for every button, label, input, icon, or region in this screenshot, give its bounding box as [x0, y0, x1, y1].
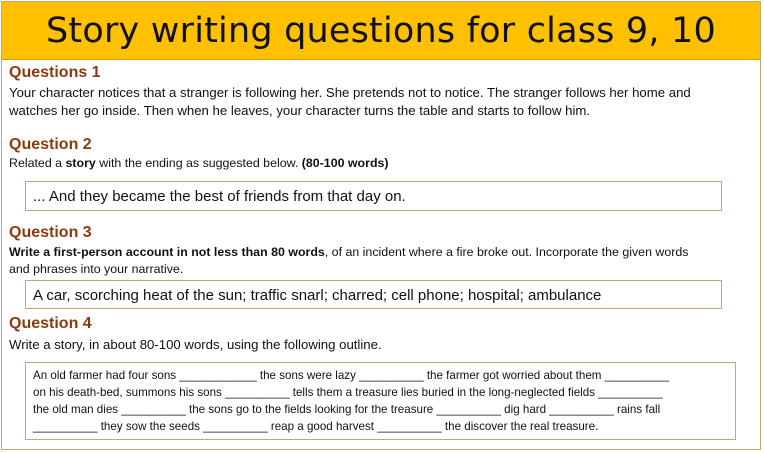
outline-line-2: on his death-bed, summons his sons __________ tells them a treasure lies buried in the long-neglected fields __________ — [33, 386, 663, 399]
q2-instr-bold-story: story — [65, 156, 96, 170]
question-4-heading: Question 4 — [9, 315, 92, 332]
question-3-words-text: A car, scorching heat of the sun; traffic snarl; charred; cell phone; hospital; ambulance — [33, 287, 602, 304]
q3-instr-rest: , of an incident where a fire broke out. Incorporate the given words — [324, 245, 689, 259]
question-1-line-1: Your character notices that a stranger is following her. She pretends not to notice. The stranger follows her home and — [9, 85, 691, 100]
q3-instr-bold: Write a first-person account in not less than 80 words — [9, 245, 325, 259]
question-2-ending-box — [25, 181, 722, 211]
question-3-words-box — [25, 280, 722, 309]
question-4-instruction: Write a story, in about 80-100 words, using the following outline. — [9, 337, 382, 352]
question-3-instruction — [9, 244, 688, 278]
question-1-line-2: watches her go inside. Then when he leaves, your character turns the table and starts to follow him. — [9, 103, 591, 118]
question-1-text — [9, 84, 691, 120]
outline-line-3: the old man dies __________ the sons go to the fields looking for the treasure __________ dig hard __________ rains fall — [33, 403, 661, 416]
question-3-heading: Question 3 — [9, 224, 92, 241]
question-4-outline-box — [25, 362, 736, 440]
q2-instr-part: with the ending as suggested below. — [95, 156, 302, 170]
q3-instr-line-2: and phrases into your narrative. — [9, 262, 184, 276]
worksheet-frame — [1, 1, 761, 450]
q2-word-limit: (80-100 words) — [301, 156, 389, 170]
outline-line-4: __________ they sow the seeds __________ reap a good harvest __________ the discover the real treasure. — [33, 420, 599, 433]
question-2-heading: Question 2 — [9, 136, 92, 153]
q2-instr-part: Related a — [9, 156, 66, 170]
question-1-heading: Questions 1 — [9, 64, 101, 81]
outline-line-1: An old farmer had four sons ____________ the sons were lazy __________ the farmer got worried about them __________ — [33, 369, 670, 382]
question-2-instruction — [9, 155, 389, 172]
title-banner — [2, 2, 760, 60]
question-2-ending-text: ... And they became the best of friends from that day on. — [33, 188, 406, 205]
page-title: Story writing questions for class 9, 10 — [46, 10, 716, 51]
